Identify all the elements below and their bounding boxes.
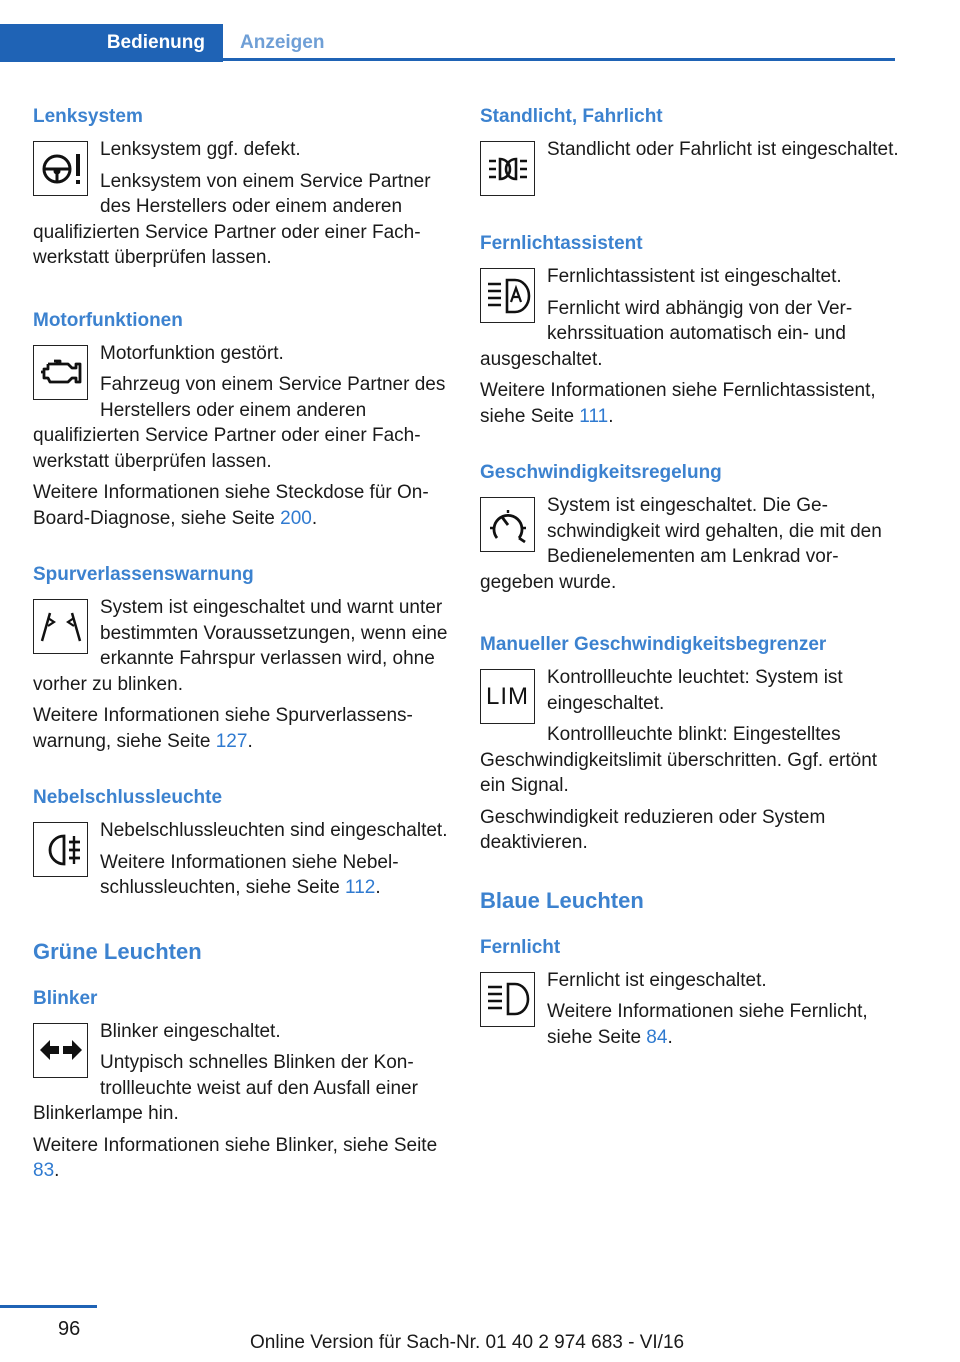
paragraph: System ist eingeschaltet und warnt unter bestimmten Voraussetzungen, wenn eine erkannte Fahrspur verlassen wird, ohne vorher zu blinken. (33, 597, 448, 695)
section-title: Fernlichtassistent (480, 233, 643, 254)
section-title: Spurverlassenswarnung (33, 564, 254, 585)
parking-light-icon (480, 141, 535, 196)
paragraph: Fernlicht wird abhängig von der Verkehrssituation automatisch ein- und ausgeschaltet. (480, 297, 853, 370)
paragraph: Weitere Informationen siehe Nebelschlussleuchten, siehe Seite 112. (100, 851, 399, 898)
section-standlicht (480, 103, 900, 200)
paragraph: System ist eingeschaltet. Die Geschwindigkeit wird gehalten, die mit den Bedienelementen am Lenkrad vorgegeben wurde. (480, 495, 882, 593)
section-geschwindigkeitsbegrenzer (480, 631, 900, 856)
paragraph: Fernlichtassistent ist eingeschaltet. (547, 266, 842, 287)
footer-accent-line (0, 1305, 97, 1308)
paragraph: Blinker eingeschaltet. (100, 1020, 281, 1042)
section-blinker (33, 985, 453, 1184)
paragraph: Weitere Informationen siehe Fernlicht, siehe Seite 84. (547, 1001, 868, 1048)
paragraph: Standlicht oder Fahrlicht ist eingeschaltet. (547, 139, 899, 160)
section-title: Manueller Geschwindigkeitsbegrenzer (480, 634, 827, 655)
section-title: Motorfunktionen (33, 309, 183, 331)
paragraph: Kontrollleuchte leuchtet: System ist eingeschaltet. (547, 667, 843, 714)
section-title: Geschwindigkeitsregelung (480, 462, 722, 483)
section-geschwindigkeitsregelung (480, 459, 900, 601)
high-beam-icon (480, 972, 535, 1027)
section-lenksystem (33, 103, 453, 277)
turn-signal-icon (33, 1023, 88, 1078)
page-link[interactable]: 84 (646, 1026, 668, 1048)
section-spurverlassenswarnung (33, 561, 453, 754)
steering-warning-icon (33, 141, 88, 196)
cruise-control-icon (480, 497, 535, 552)
section-title: Standlicht, Fahrlicht (480, 106, 663, 127)
section-fernlicht (480, 934, 900, 1057)
page-link[interactable]: 200 (280, 507, 312, 529)
tab-bedienung[interactable]: Bedienung (0, 24, 223, 62)
paragraph: Fahrzeug von einem Service Partner des Herstellers oder einem anderen qualifizierten Service Partner oder einer Fachwerkstatt überprüfen lassen. (33, 374, 446, 472)
paragraph: Weitere Informationen siehe Steckdose für On-Board-Diagnose, siehe Seite 200. (33, 482, 429, 529)
paragraph: Fernlicht ist eingeschaltet. (547, 969, 767, 991)
paragraph: Nebelschlussleuchten sind eingeschaltet. (100, 820, 448, 841)
left-column (33, 103, 453, 1214)
tab-anzeigen[interactable]: Anzeigen (240, 32, 325, 53)
lim-icon-text: LIM (485, 682, 529, 710)
page-number: 96 (58, 1318, 81, 1340)
lane-departure-icon (33, 599, 88, 654)
paragraph: Weitere Informationen siehe Spurverlassenswarnung, siehe Seite 127. (33, 705, 413, 752)
high-beam-assistant-icon (480, 268, 535, 323)
paragraph: Lenksystem von einem Service Partner des Herstellers oder einem anderen qualifizierten Service Partner oder einer Fachwerkstatt überprüfen lassen. (33, 170, 431, 268)
section-nebelschlussleuchte (33, 784, 453, 907)
heading-blaue-leuchten: Blaue Leuchten (480, 887, 644, 913)
paragraph: Lenksystem ggf. defekt. (100, 139, 301, 160)
section-motorfunktionen (33, 307, 453, 532)
paragraph: Motorfunktion gestört. (100, 342, 284, 364)
engine-icon (33, 345, 88, 400)
paragraph: Untypisch schnelles Blinken der Kontrollleuchte weist auf den Ausfall einer Blinkerlampe hin. (33, 1052, 418, 1124)
footer-version-text: Online Version für Sach-Nr. 01 40 2 974 683 - VI/16 (250, 1332, 685, 1353)
paragraph: Geschwindigkeit reduzieren oder System deaktivieren. (480, 806, 826, 853)
section-title: Lenksystem (33, 106, 143, 127)
page-link[interactable]: 83 (33, 1160, 55, 1181)
paragraph: Weitere Informationen siehe Blinker, siehe Seite 83. (33, 1134, 438, 1181)
paragraph: Weitere Informationen siehe Fernlichtassistent, siehe Seite 111. (480, 380, 876, 427)
right-column (480, 103, 900, 1086)
section-title: Nebelschlussleuchte (33, 787, 223, 808)
page-link[interactable]: 111 (579, 405, 609, 427)
tab-underline (223, 58, 895, 61)
paragraph: Kontrollleuchte blinkt: Eingestelltes Geschwindigkeitslimit überschritten. Ggf. ertönt ein Signal. (480, 724, 878, 796)
speed-limiter-lim-icon (480, 669, 535, 724)
tab-bar (0, 24, 895, 62)
section-title: Blinker (33, 987, 98, 1009)
rear-fog-light-icon (33, 822, 88, 877)
heading-gruene-leuchten: Grüne Leuchten (33, 938, 202, 964)
section-title: Fernlicht (480, 936, 561, 958)
section-fernlichtassistent (480, 230, 900, 429)
page-link[interactable]: 127 (215, 730, 248, 752)
page-link[interactable]: 112 (345, 877, 376, 898)
